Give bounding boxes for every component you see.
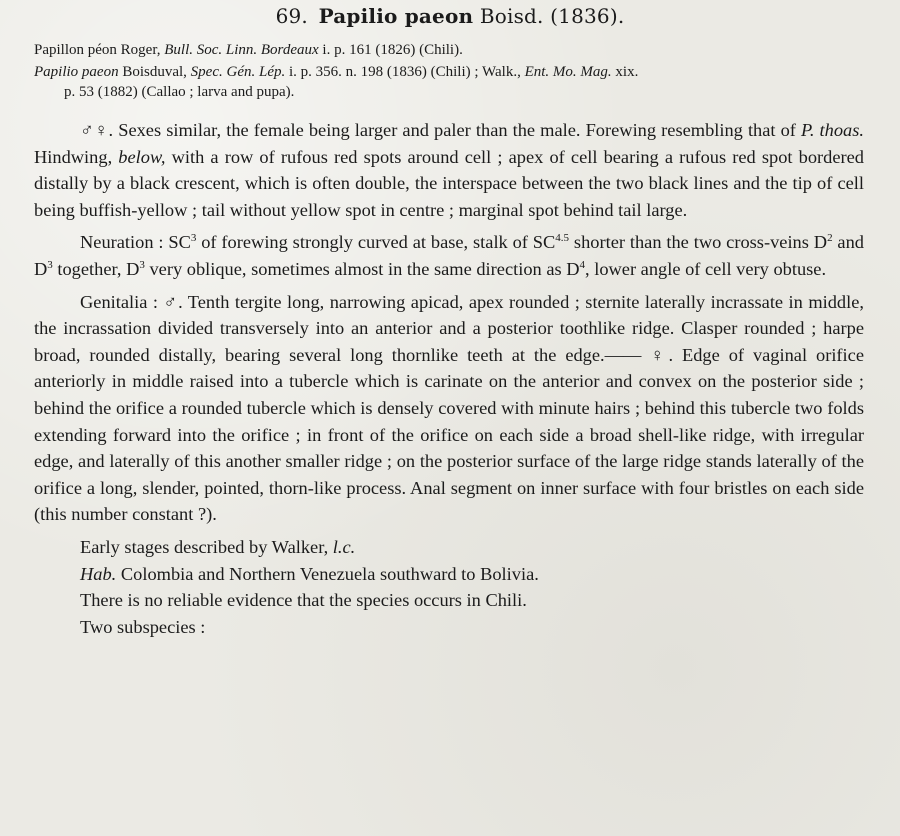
species-number: 69. bbox=[275, 4, 308, 28]
synonym-journal-2: Ent. Mo. Mag. bbox=[524, 64, 612, 80]
text-run: and D bbox=[34, 232, 864, 279]
synonym-reference-3: p. 53 (1882) (Callao ; larva and pupa). bbox=[64, 84, 295, 100]
paragraph-evidence: There is no reliable evidence that the species occurs in Chili. bbox=[80, 590, 527, 611]
synonymy-line-2 bbox=[34, 62, 866, 102]
synonym-author: Roger, bbox=[120, 42, 161, 58]
description-body bbox=[34, 117, 864, 640]
text-run: Early stages described by Walker, bbox=[80, 536, 333, 557]
superscript: 4.5 bbox=[555, 232, 570, 245]
superscript: 3 bbox=[139, 258, 145, 271]
text-run: Neuration : SC bbox=[80, 232, 191, 253]
species-name: Papilio paeon bbox=[318, 4, 474, 28]
synonymy-line-1 bbox=[34, 40, 463, 60]
synonym-journal: Bull. Soc. Linn. Bordeaux bbox=[164, 42, 319, 58]
synonym-reference: i. p. 356. n. 198 (1836) (Chili) ; Walk., bbox=[288, 64, 521, 80]
superscript: 4 bbox=[579, 258, 586, 271]
paragraph-neuration bbox=[34, 229, 864, 282]
paragraph-genitalia: Genitalia : ♂. Tenth tergite long, narrowing apicad, apex rounded ; sternite laterally incrassate in middle, the incrassation divided transversely into an anterior and a posterior toothlike ridge. Clasper rounded ; harpe broad, rounded distally, bearing several long thornlike teeth at the edge.—— ♀. Edge of vaginal orifice anteriorly in middle raised into a tubercle which is carinate on the anterior and convex on the posterior side ; behind the orifice a rounded tubercle which is densely covered with minute hairs ; behind this tubercle two folds extending forward into the orifice ; in front of the orifice on each side a broad shell-like ridge, with irregular edge, and laterally of this another smaller ridge ; on the posterior surface of the large ridge stands laterally of the orifice a long, slender, pointed, thorn-like process. Anal segment on inner surface with four bristles on each side (this number constant ?). bbox=[34, 291, 864, 525]
text-run: of forewing strongly curved at base, stalk of SC bbox=[196, 232, 556, 253]
citation-lc: l.c. bbox=[332, 536, 356, 557]
text-run: Colombia and Northern Venezuela southward to Bolivia. bbox=[116, 563, 539, 584]
paragraph-sexes bbox=[34, 117, 864, 223]
synonym-journal: Spec. Gén. Lép. bbox=[190, 64, 286, 80]
text-run: together, D bbox=[52, 258, 140, 279]
superscript: 2 bbox=[827, 232, 833, 245]
habitat-label: Hab. bbox=[80, 563, 117, 584]
text-run: Hindwing, bbox=[34, 146, 119, 167]
synonym-name: Papilio paeon bbox=[34, 64, 119, 80]
text-run: ♂♀. Sexes similar, the female being larger and paler than the male. Forewing resembling that of bbox=[80, 120, 801, 140]
text-run: shorter than the two cross-veins D bbox=[569, 232, 828, 253]
emphasis-below: below, bbox=[118, 146, 166, 167]
paragraph-early-stages bbox=[34, 534, 864, 561]
text-run: with a row of rufous red spots around cell ; apex of cell bearing a rufous red spot bordered distally by a black crescent, which is often double, the interspace between the two black lines and the tip of cell being buffish-yellow ; tail without yellow spot in centre ; marginal spot behind tail large. bbox=[34, 146, 864, 220]
superscript: 3 bbox=[190, 232, 197, 245]
superscript: 3 bbox=[47, 258, 53, 271]
text-run: very oblique, sometimes almost in the same direction as D bbox=[144, 258, 580, 279]
species-heading bbox=[0, 4, 900, 28]
species-author: Boisd. (1836). bbox=[479, 4, 625, 28]
text-run: , lower angle of cell very obtuse. bbox=[585, 258, 827, 279]
synonym-reference: i. p. 161 (1826) (Chili). bbox=[322, 42, 463, 58]
synonym-author: Boisduval, bbox=[122, 64, 187, 80]
synonym-name: Papillon péon bbox=[34, 42, 117, 58]
paragraph-habitat bbox=[34, 561, 864, 588]
paragraph-subspecies: Two subspecies : bbox=[80, 616, 206, 637]
synonym-reference-2: xix. bbox=[615, 64, 639, 80]
species-reference: P. thoas. bbox=[801, 120, 864, 140]
